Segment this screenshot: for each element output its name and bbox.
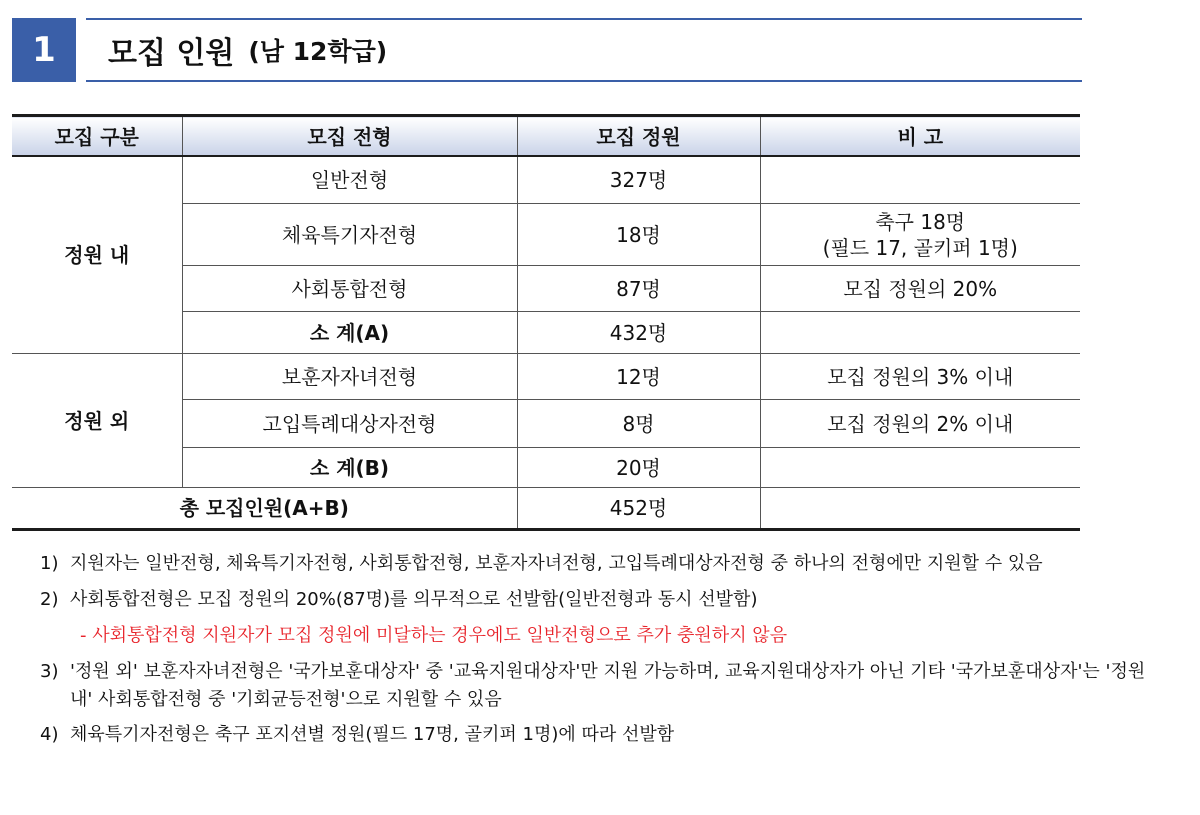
footnote-item [40,550,1160,578]
section-title [108,28,387,72]
remarks-line-2: (필드 17, 골키퍼 1명) [822,235,1018,260]
row-remarks [760,312,1080,354]
row-type: 고입특례대상자전형 [182,400,517,448]
row-count: 20명 [517,448,760,488]
row-remarks: 모집 정원의 2% 이내 [760,400,1080,448]
row-remarks [760,204,1080,266]
row-type: 보훈자자녀전형 [182,354,517,400]
footnote-text: 사회통합전형은 모집 정원의 20%(87명)를 의무적으로 선발함(일반전형과 동시 선발함) [70,588,758,610]
row-type: 일반전형 [182,156,517,204]
row-count: 8명 [517,400,760,448]
section-subtitle: (남 12학급) [248,37,388,66]
row-type: 소 계(A) [182,312,517,354]
row-remarks: 모집 정원의 3% 이내 [760,354,1080,400]
footnote-item [40,721,1160,749]
total-remarks [760,488,1080,530]
remarks-line-1: 축구 18명 [875,209,966,234]
table-row [12,156,1080,204]
footnote-item [40,586,1160,614]
group-label-out-quota: 정원 외 [12,354,182,488]
row-remarks: 모집 정원의 20% [760,266,1080,312]
row-count: 87명 [517,266,760,312]
row-remarks [760,156,1080,204]
header-remarks: 비 고 [760,116,1080,156]
footnote-text: 체육특기자전형은 축구 포지션별 정원(필드 17명, 골키퍼 1명)에 따라 선발함 [70,724,675,746]
footnote-number: 2) [40,588,59,610]
table-row [12,354,1080,400]
row-count: 327명 [517,156,760,204]
footnote-warning-dash: - [80,624,87,646]
title-rule-top [86,18,1082,20]
footnote-text: '정원 외' 보훈자자녀전형은 '국가보훈대상자' 중 '교육지원대상자'만 지원 가능하며, 교육지원대상자가 아닌 기타 '국가보훈대상자'는 '정원 내' 사회통합전형 중 '기회균등전형'으로 지원할 수 있음 [70,660,1146,710]
row-type: 소 계(B) [182,448,517,488]
footnote-number: 4) [40,724,59,746]
title-rule-bottom [86,80,1082,82]
footnote-number: 3) [40,660,59,682]
total-label: 총 모집인원(A+B) [12,488,517,530]
table-row-total [12,488,1080,530]
header-type: 모집 전형 [182,116,517,156]
row-type: 사회통합전형 [182,266,517,312]
row-type: 체육특기자전형 [182,204,517,266]
footnotes [40,550,1160,757]
row-count: 12명 [517,354,760,400]
table-header-row [12,116,1080,156]
total-count: 452명 [517,488,760,530]
row-count: 18명 [517,204,760,266]
row-count: 432명 [517,312,760,354]
recruitment-quota-table [12,114,1080,531]
header-category: 모집 구분 [12,116,182,156]
footnote-item [40,658,1160,714]
footnote-number: 1) [40,553,59,574]
section-title-text: 모집 인원 [108,36,235,71]
row-remarks [760,448,1080,488]
header-count: 모집 정원 [517,116,760,156]
section-number-badge: 1 [12,18,76,82]
footnote-warning [40,622,1160,650]
footnote-text: 지원자는 일반전형, 체육특기자전형, 사회통합전형, 보훈자자녀전형, 고입특례대상자전형 중 하나의 전형에만 지원할 수 있음 [70,553,1043,574]
footnote-warning-text: 사회통합전형 지원자가 모집 정원에 미달하는 경우에도 일반전형으로 추가 충원하지 않음 [92,624,788,646]
group-label-in-quota: 정원 내 [12,156,182,354]
